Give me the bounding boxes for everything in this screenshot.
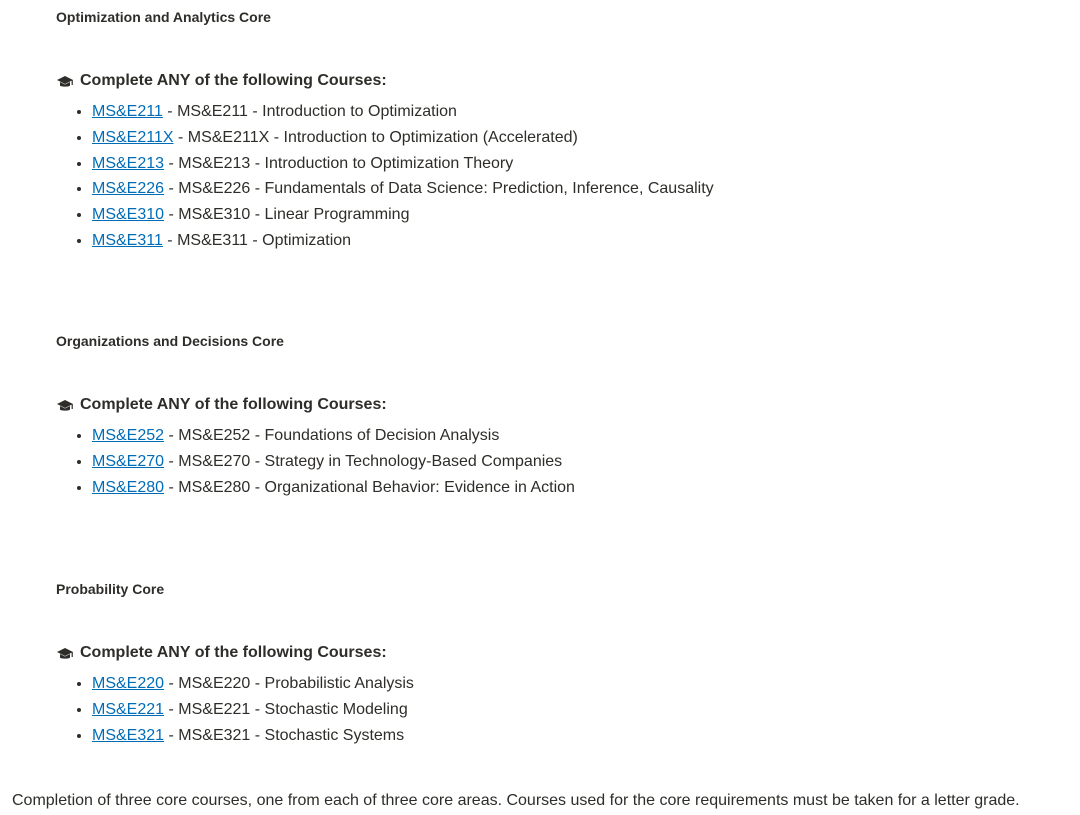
graduation-cap-icon: [56, 398, 74, 412]
list-item: [92, 125, 714, 151]
graduation-cap-icon: [56, 646, 74, 660]
course-link[interactable]: MS&E310: [92, 206, 165, 224]
course-link[interactable]: MS&E213: [92, 154, 165, 172]
section-organizations-decisions: [56, 332, 1056, 496]
core-requirements-note: Completion of three core courses, one from each of three core areas. Courses used for the core requirements must be taken for a letter grade.: [12, 792, 1020, 809]
course-link[interactable]: MS&E211: [92, 103, 163, 120]
course-link[interactable]: MS&E221: [92, 700, 165, 718]
section-title: Probability Core: [56, 581, 165, 597]
list-item: [92, 671, 414, 697]
course-description: - MS&E280 - Organizational Behavior: Evidence in Action: [164, 478, 575, 496]
list-item: [92, 723, 414, 749]
course-link[interactable]: MS&E226: [92, 180, 165, 198]
course-list: [56, 671, 414, 748]
course-link[interactable]: MS&E211X: [92, 128, 174, 146]
course-description: - MS&E270 - Strategy in Technology-Based Companies: [164, 452, 563, 470]
list-item: [92, 151, 714, 177]
course-description: - MS&E211 - Introduction to Optimization: [162, 103, 457, 120]
section-optimization-analytics: [56, 8, 1056, 249]
instruction-line: [56, 394, 387, 416]
instruction-text: Complete ANY of the following Courses:: [80, 396, 387, 413]
list-item: [92, 449, 575, 475]
course-description: - MS&E310 - Linear Programming: [164, 206, 410, 224]
course-list: [56, 423, 575, 500]
course-description: - MS&E213 - Introduction to Optimization Theory: [164, 154, 514, 172]
course-list: [56, 99, 714, 254]
instruction-text: Complete ANY of the following Courses:: [80, 644, 387, 661]
course-description: - MS&E220 - Probabilistic Analysis: [164, 675, 414, 692]
section-title: Organizations and Decisions Core: [56, 333, 284, 349]
instruction-line: [56, 70, 387, 92]
list-item: [92, 202, 714, 228]
graduation-cap-icon: [56, 74, 74, 88]
course-link[interactable]: MS&E311: [92, 231, 163, 249]
course-description: - MS&E252 - Foundations of Decision Analysis: [164, 427, 500, 444]
course-link[interactable]: MS&E270: [92, 452, 165, 470]
list-item: [92, 99, 714, 125]
section-title: Optimization and Analytics Core: [56, 9, 271, 25]
course-description: - MS&E211X - Introduction to Optimization (Accelerated): [173, 128, 578, 146]
list-item: [92, 176, 714, 202]
course-description: - MS&E226 - Fundamentals of Data Science: Prediction, Inference, Causality: [164, 180, 714, 198]
instruction-text: Complete ANY of the following Courses:: [80, 72, 387, 89]
course-description: - MS&E311 - Optimization: [162, 231, 352, 249]
course-link[interactable]: MS&E220: [92, 675, 165, 692]
list-item: [92, 475, 575, 501]
list-item: [92, 423, 575, 449]
list-item: [92, 697, 414, 723]
section-probability: [56, 580, 1056, 744]
course-description: - MS&E221 - Stochastic Modeling: [164, 700, 408, 718]
instruction-line: [56, 642, 387, 664]
course-link[interactable]: MS&E252: [92, 427, 165, 444]
list-item: [92, 228, 714, 254]
course-description: - MS&E321 - Stochastic Systems: [164, 726, 405, 744]
course-link[interactable]: MS&E321: [92, 726, 165, 744]
course-link[interactable]: MS&E280: [92, 478, 165, 496]
